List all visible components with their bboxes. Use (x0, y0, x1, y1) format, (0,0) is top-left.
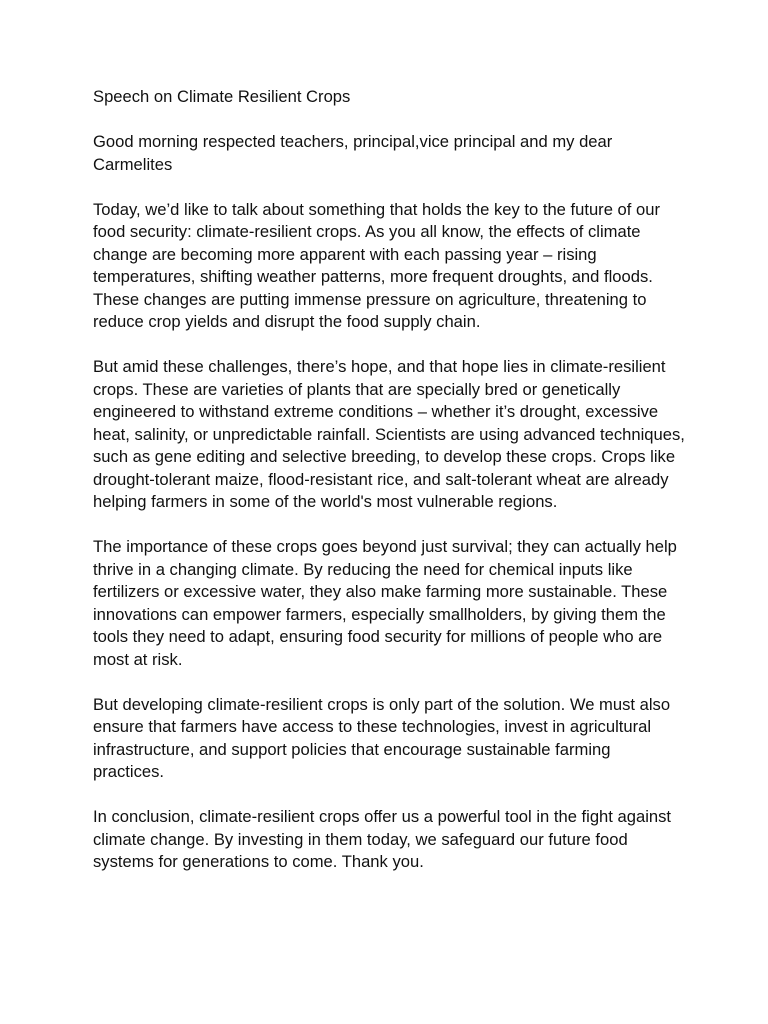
paragraph-importance: The importance of these crops goes beyond just survival; they can actually help thrive in a changing climate. By reducing the need for chemical inputs like fertilizers or excessive water, they also make farming more sustainable. These innovations can empower farmers, especially smallholders, by giving them the tools they need to adapt, ensuring food security for millions of people who are most at risk. (93, 537, 677, 669)
document-body (93, 86, 685, 874)
paragraph-solution: But developing climate-resilient crops is only part of the solution. We must also ensure that farmers have access to these technologies, invest in agricultural infrastructure, and support policies that encourage sustainable farming practices. (93, 694, 671, 781)
paragraph-hope: But amid these challenges, there’s hope, and that hope lies in climate-resilient crops. These are varieties of plants that are specially bred or genetically engineered to withstand extreme conditions – whether it’s drought, excessive heat, salinity, or unpredictable rainfall. Scientists are using advanced techniques, such as gene editing and selective breeding, to develop these crops. Crops like drought-tolerant maize, flood-resistant rice, and salt-tolerant wheat are already helping farmers in some of the world's most vulnerable regions. (93, 357, 685, 511)
document-title: Speech on Climate Resilient Crops (93, 87, 351, 106)
paragraph-introduction: Today, we’d like to talk about something that holds the key to the future of our food security: climate-resilient crops. As you all know, the effects of climate change are becoming more apparent with each passing year – rising temperatures, shifting weather patterns, more frequent droughts, and floods. These changes are putting immense pressure on agriculture, threatening to reduce crop yields and disrupt the food supply chain. (93, 199, 660, 331)
paragraph-conclusion: In conclusion, climate-resilient crops offer us a powerful tool in the fight against climate change. By investing in them today, we safeguard our future food systems for generations to come. Thank you. (93, 807, 672, 871)
greeting-paragraph: Good morning respected teachers, principal,vice principal and my dear Carmelites (93, 132, 613, 174)
